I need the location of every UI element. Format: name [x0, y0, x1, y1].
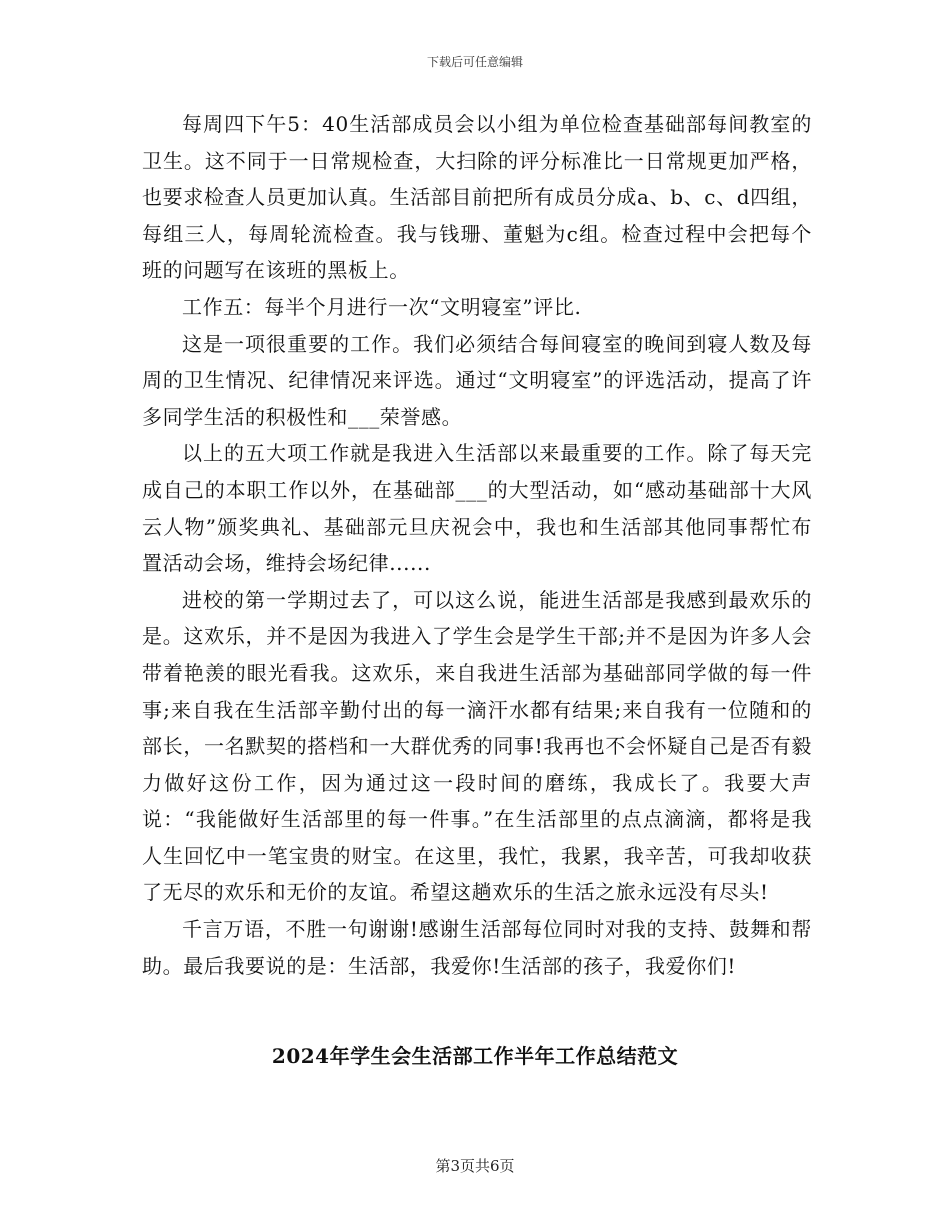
paragraph-cleaning-inspection: 每周四下午5：40生活部成员会以小组为单位检查基础部每间教室的卫生。这不同于一日常规检查，大扫除的评分标准比一日常规更加严格，也要求检查人员更加认真。生活部目前把所有成员分成a、b、c、d四组，每组三人，每周轮流检查。我与钱珊、董魁为c组。检查过程中会把每个班的问题写在该班的黑板上。 — [142, 112, 812, 283]
paragraph-thanks: 千言万语，不胜一句谢谢!感谢生活部每位同时对我的支持、鼓舞和帮助。最后我要说的是：生活部，我爱你!生活部的孩子，我爱你们! — [142, 917, 812, 978]
page-header-note: 下载后可任意编辑 — [426, 55, 523, 69]
page-number-footer: 第3页共6页 — [435, 1157, 515, 1175]
paragraph-dorm-evaluation: 这是一项很重要的工作。我们必须结合每间寝室的晚间到寝人数及每周的卫生情况、纪律情况来评选。通过“文明寝室”的评选活动，提高了许多同学生活的积极性和___荣誉感。 — [142, 331, 812, 429]
paragraph-first-semester-reflection: 进校的第一学期过去了，可以这么说，能进生活部是我感到最欢乐的是。这欢乐，并不是因为我进入了学生会是学生干部;并不是因为许多人会带着艳羡的眼光看我。这欢乐，来自我进生活部为基础部同学做的每一件事;来自我在生活部辛勤付出的每一滴汗水都有结果;来自我有一位随和的部长，一名默契的搭档和一大群优秀的同事!我再也不会怀疑自己是否有毅力做好这份工作，因为通过这一段时间的磨练，我成长了。我要大声说：“我能做好生活部里的每一件事。”在生活部里的点点滴滴，都将是我人生回忆中一笔宝贵的财宝。在这里，我忙，我累，我辛苦，可我却收获了无尽的欢乐和无价的友谊。希望这趟欢乐的生活之旅永远没有尽头! — [142, 587, 812, 905]
document-title: 2024年学生会生活部工作半年工作总结范文 — [271, 1044, 679, 1068]
document-body — [142, 106, 812, 984]
paragraph-five-tasks-summary: 以上的五大项工作就是我进入生活部以来最重要的工作。除了每天完成自己的本职工作以外，在基础部___的大型活动，如“感动基础部十大风云人物”颁奖典礼、基础部元旦庆祝会中，我也和生活部其他同事帮忙布置活动会场，维持会场纪律...... — [142, 441, 812, 576]
paragraph-task-five-heading: 工作五：每半个月进行一次“文明寝室”评比. — [182, 294, 582, 319]
